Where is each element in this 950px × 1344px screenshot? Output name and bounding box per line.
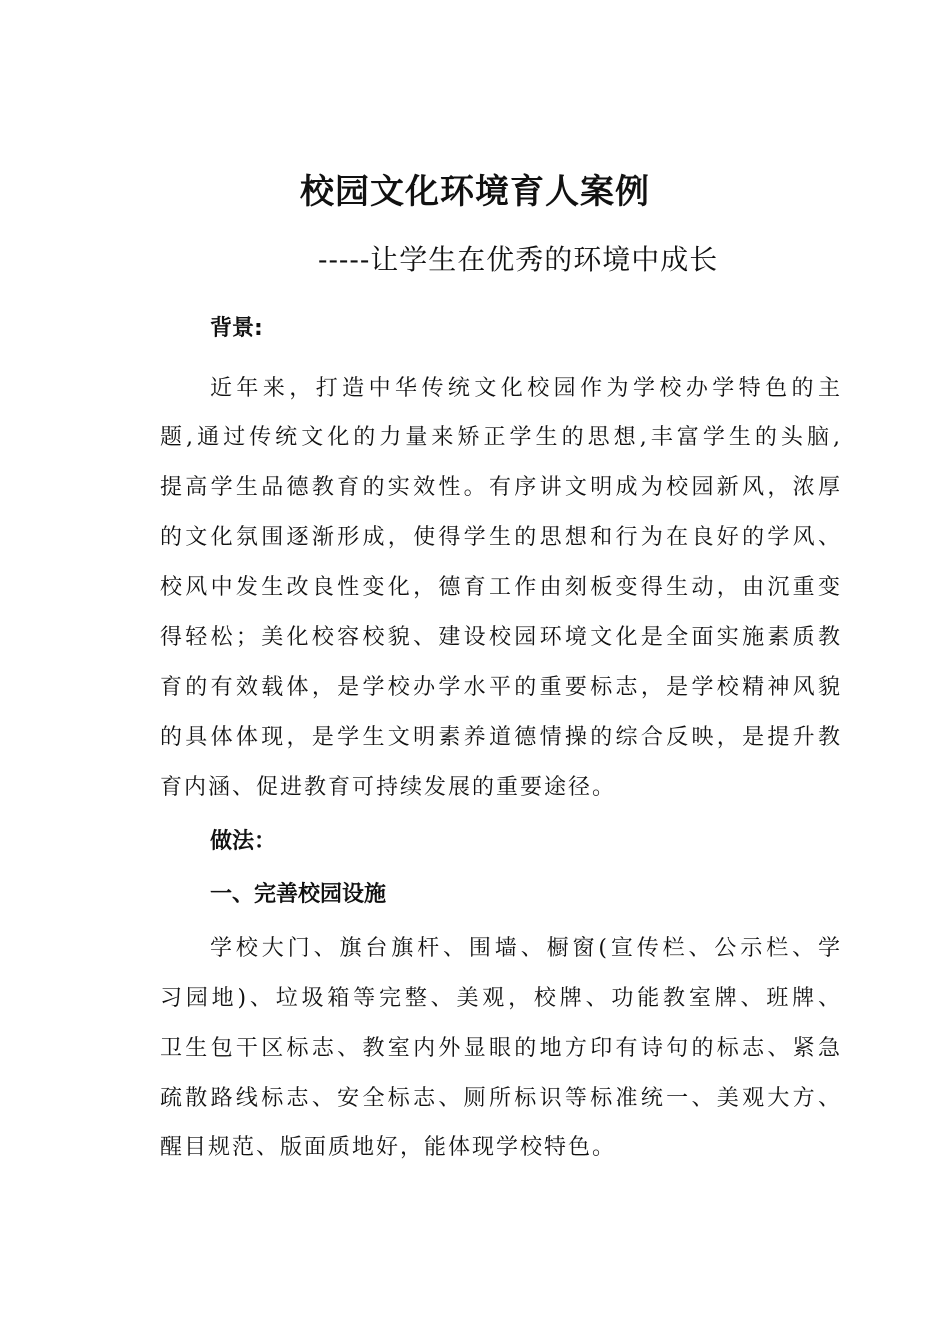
document-title: 校园文化环境育人案例 <box>300 172 650 212</box>
section-line: 学校大门、旗台旗杆、围墙、橱窗(宣传栏、公示栏、学 <box>210 936 840 961</box>
background-line: 的文化氛围逐渐形成，使得学生的思想和行为在良好的学风、 <box>160 525 840 550</box>
section-line: 疏散路线标志、安全标志、厕所标识等标准统一、美观大方、 <box>160 1086 840 1111</box>
background-line: 近年来，打造中华传统文化校园作为学校办学特色的主 <box>210 376 840 401</box>
section-heading: 一、完善校园设施 <box>210 882 387 907</box>
method-heading: 做法： <box>210 829 277 854</box>
background-line: 题,通过传统文化的力量来矫正学生的思想,丰富学生的头脑, <box>160 425 840 450</box>
background-line: 提高学生品德教育的实效性。有序讲文明成为校园新风，浓厚 <box>160 475 840 500</box>
background-line: 的具体体现，是学生文明素养道德情操的综合反映，是提升教 <box>160 725 840 750</box>
background-line: 育的有效载体，是学校办学水平的重要标志，是学校精神风貌 <box>160 675 840 700</box>
document-subtitle: -----让学生在优秀的环境中成长 <box>318 243 719 276</box>
section-line: 醒目规范、版面质地好，能体现学校特色。 <box>160 1135 617 1160</box>
background-heading: 背景: <box>210 316 263 341</box>
background-line: 校风中发生改良性变化，德育工作由刻板变得生动，由沉重变 <box>160 575 840 600</box>
section-line: 卫生包干区标志、教室内外显眼的地方印有诗句的标志、紧急 <box>160 1036 840 1061</box>
section-line: 习园地)、垃圾箱等完整、美观，校牌、功能教室牌、班牌、 <box>160 986 840 1011</box>
background-line: 育内涵、促进教育可持续发展的重要途径。 <box>160 775 617 800</box>
background-line: 得轻松；美化校容校貌、建设校园环境文化是全面实施素质教 <box>160 625 840 650</box>
